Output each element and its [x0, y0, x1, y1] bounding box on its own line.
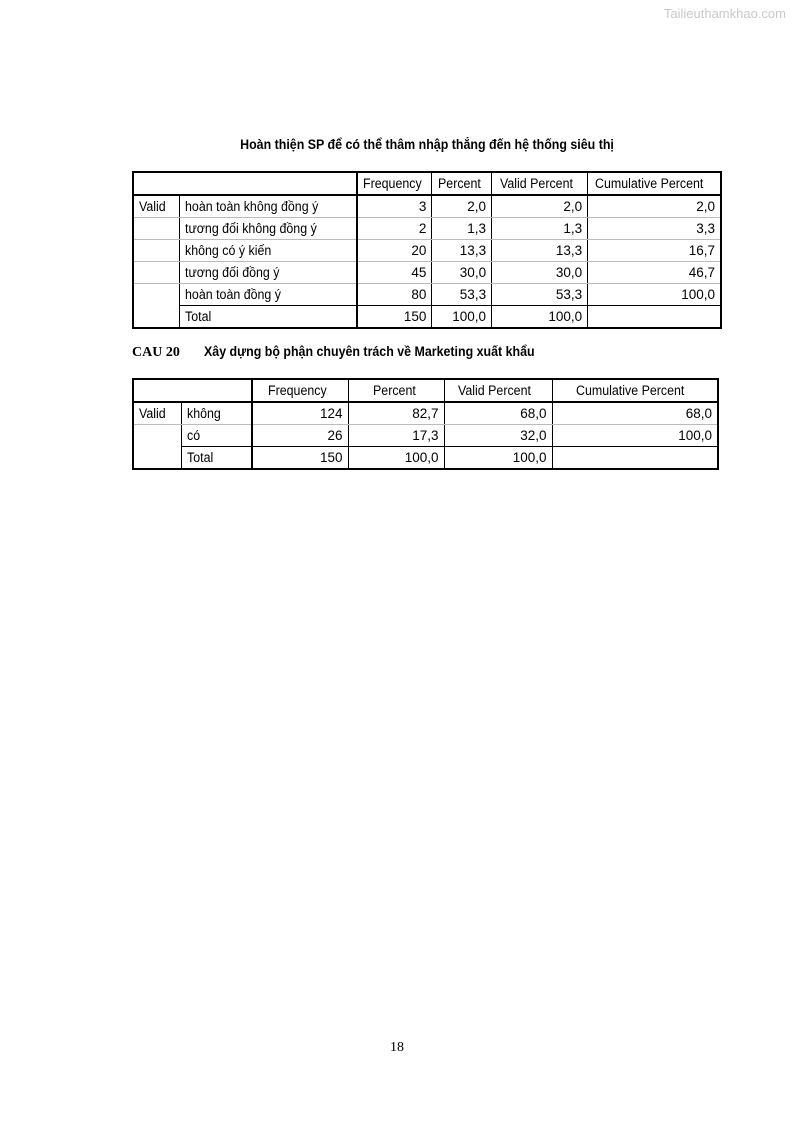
table-header-row [133, 172, 721, 195]
percent-cell: 17,3 [348, 425, 444, 447]
cumulative-percent-cell: 16,7 [588, 240, 721, 262]
frequency-cell: 20 [357, 240, 432, 262]
col-header-percent: Percent [348, 379, 444, 402]
percent-cell: 82,7 [348, 402, 444, 425]
frequency-cell: 80 [357, 284, 432, 306]
valid-percent-cell: 13,3 [492, 240, 588, 262]
col-header-valid-percent: Valid Percent [492, 172, 588, 195]
table-header-row [133, 379, 718, 402]
cumulative-percent-cell: 68,0 [552, 402, 718, 425]
table-row [133, 218, 721, 240]
col-header-cumulative-percent: Cumulative Percent [588, 172, 721, 195]
table-row [133, 240, 721, 262]
question-number: CAU 20 [132, 345, 180, 360]
valid-percent-cell: 100,0 [492, 306, 588, 329]
percent-cell: 30,0 [432, 262, 492, 284]
valid-percent-cell: 30,0 [492, 262, 588, 284]
percent-cell: 13,3 [432, 240, 492, 262]
row-label: hoàn toàn không đồng ý [180, 195, 357, 218]
valid-percent-cell: 32,0 [444, 425, 552, 447]
table1-title: Hoàn thiện SP để có thể thâm nhập thẳng đến hệ thống siêu thị [240, 137, 614, 152]
percent-cell: 53,3 [432, 284, 492, 306]
page-number: 18 [390, 1040, 404, 1055]
row-label: hoàn toàn đồng ý [180, 284, 357, 306]
table-row-total [133, 447, 718, 470]
cumulative-percent-cell: 46,7 [588, 262, 721, 284]
table-row [133, 402, 718, 425]
group-label: Valid [133, 195, 180, 218]
frequency-cell: 150 [252, 447, 348, 470]
group-label: Valid [133, 402, 181, 425]
valid-percent-cell: 100,0 [444, 447, 552, 470]
col-header-frequency: Frequency [357, 172, 432, 195]
percent-cell: 1,3 [432, 218, 492, 240]
row-label: tương đối không đồng ý [180, 218, 357, 240]
table-row [133, 195, 721, 218]
frequency-cell: 2 [357, 218, 432, 240]
frequency-table-2 [132, 378, 719, 470]
cumulative-percent-cell [588, 306, 721, 329]
table2-heading [132, 344, 722, 361]
percent-cell: 100,0 [432, 306, 492, 329]
percent-cell: 100,0 [348, 447, 444, 470]
valid-percent-cell: 53,3 [492, 284, 588, 306]
frequency-table-1 [132, 171, 722, 329]
watermark: Tailieuthamkhao.com [663, 6, 786, 21]
row-label: Total [181, 447, 252, 470]
valid-percent-cell: 2,0 [492, 195, 588, 218]
frequency-cell: 3 [357, 195, 432, 218]
frequency-cell: 45 [357, 262, 432, 284]
row-label: không [181, 402, 252, 425]
table-row-total [133, 306, 721, 329]
valid-percent-cell: 1,3 [492, 218, 588, 240]
cumulative-percent-cell: 100,0 [588, 284, 721, 306]
percent-cell: 2,0 [432, 195, 492, 218]
table-row [133, 262, 721, 284]
frequency-cell: 150 [357, 306, 432, 329]
cumulative-percent-cell: 2,0 [588, 195, 721, 218]
table2-title: Xây dựng bộ phận chuyên trách về Marketing xuất khẩu [204, 344, 535, 359]
cumulative-percent-cell [552, 447, 718, 470]
row-label: có [181, 425, 252, 447]
cumulative-percent-cell: 100,0 [552, 425, 718, 447]
row-label: tương đối đồng ý [180, 262, 357, 284]
col-header-cumulative-percent: Cumulative Percent [552, 379, 718, 402]
table-row [133, 425, 718, 447]
frequency-cell: 124 [252, 402, 348, 425]
col-header-valid-percent: Valid Percent [444, 379, 552, 402]
cumulative-percent-cell: 3,3 [588, 218, 721, 240]
valid-percent-cell: 68,0 [444, 402, 552, 425]
col-header-frequency: Frequency [252, 379, 348, 402]
row-label: Total [180, 306, 357, 329]
frequency-cell: 26 [252, 425, 348, 447]
row-label: không có ý kiến [180, 240, 357, 262]
table-row [133, 284, 721, 306]
col-header-percent: Percent [432, 172, 492, 195]
